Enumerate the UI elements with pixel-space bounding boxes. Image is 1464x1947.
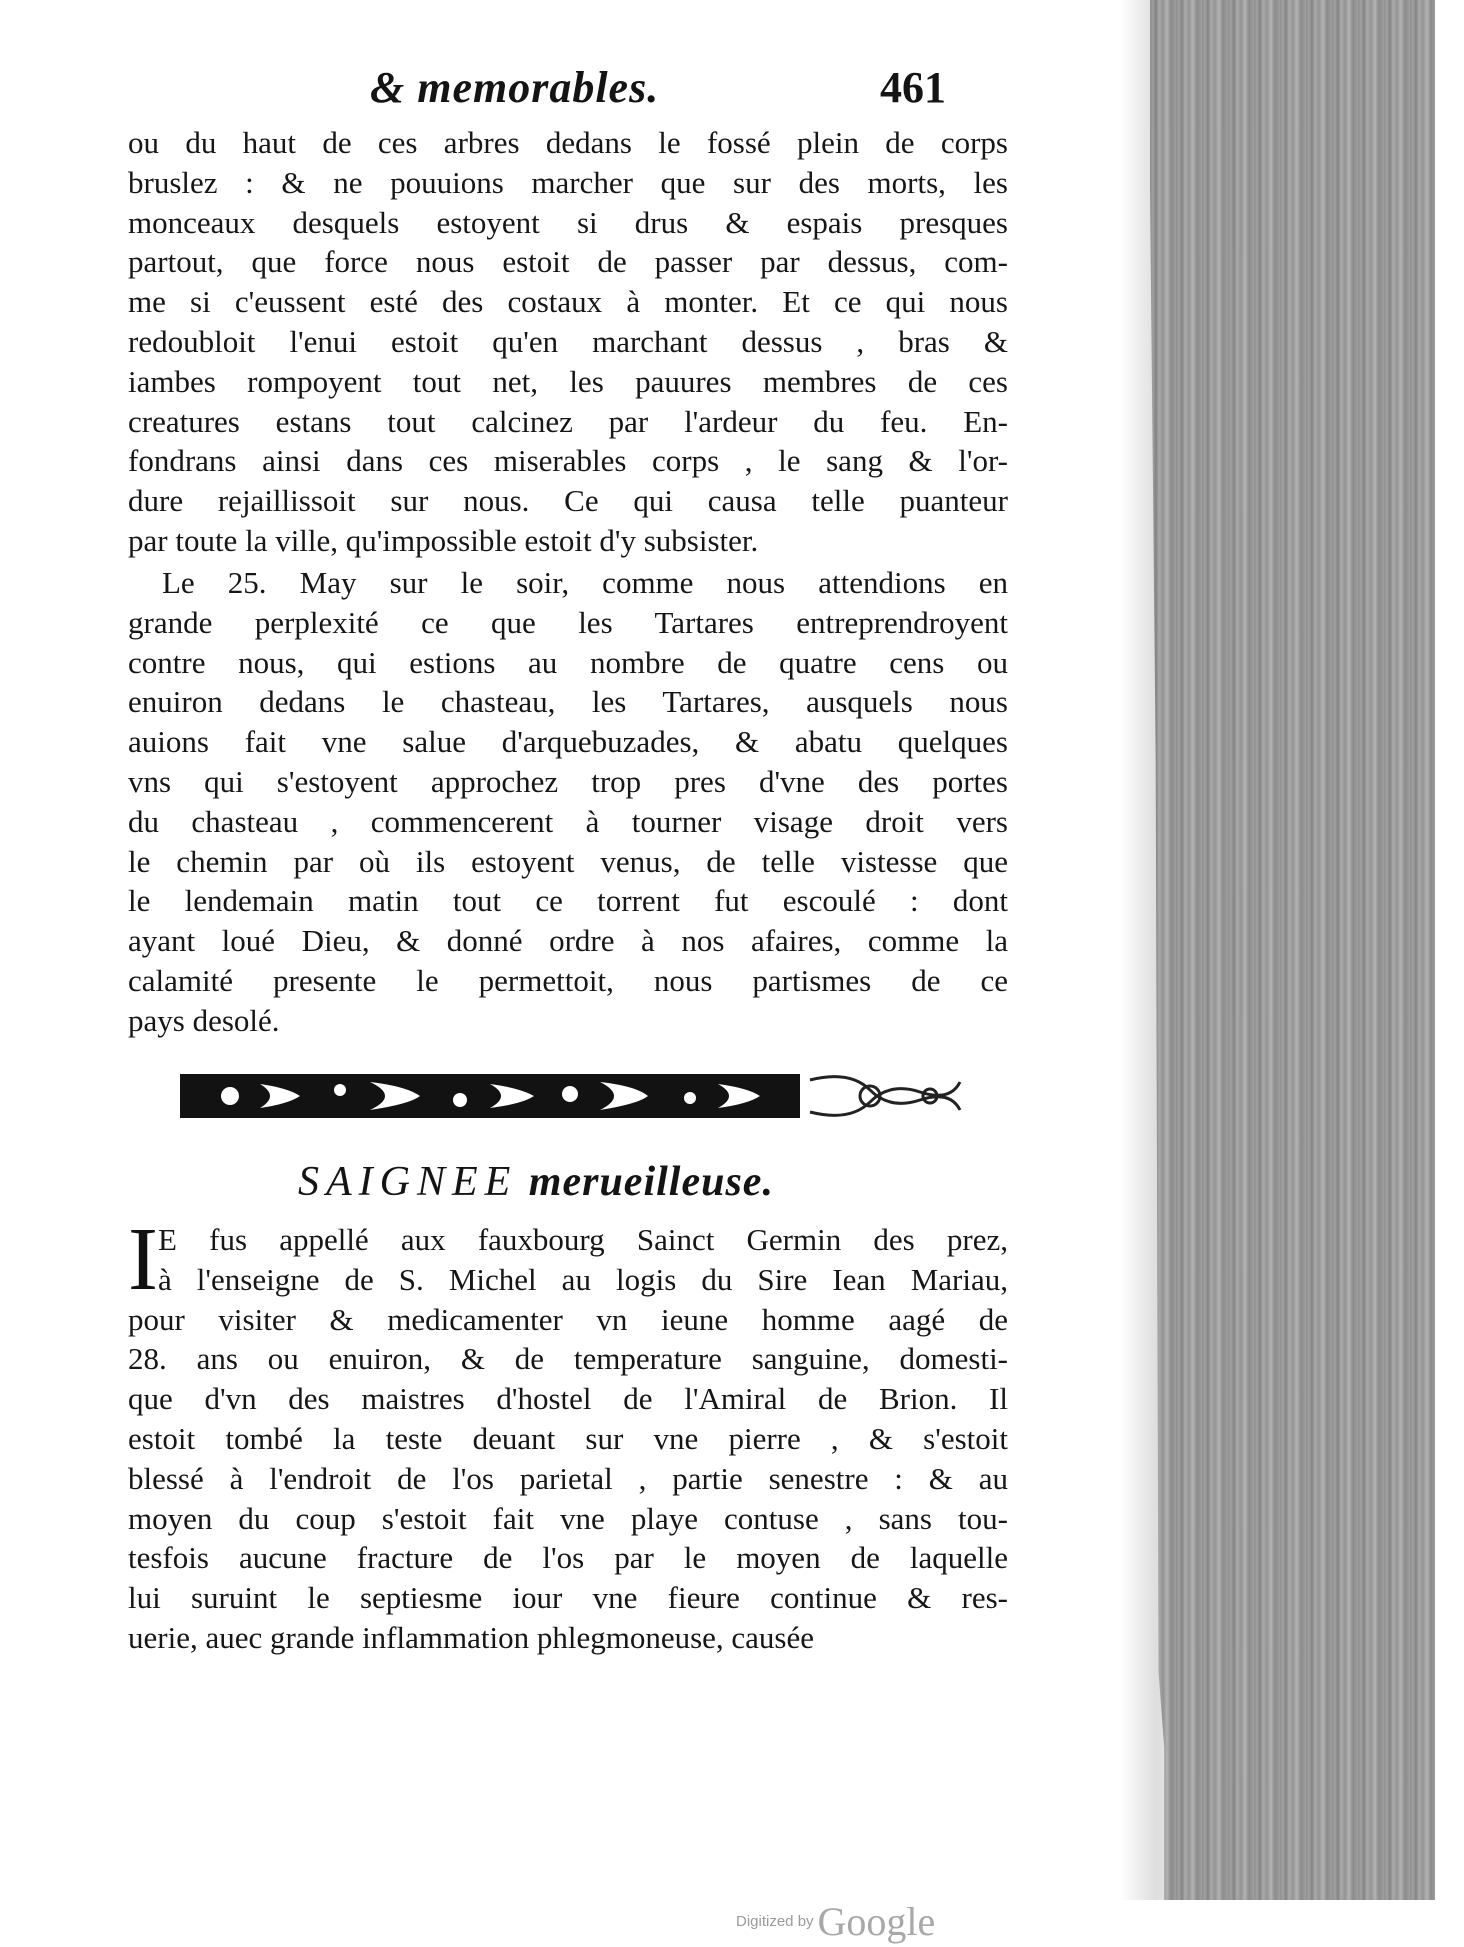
section-title-rest: merueilleuse. [528,1159,774,1205]
text-line: auions fait vne salue d'arquebuzades, & abatu quelques [128,724,1008,760]
text-line: calamité presente le permettoit, nous partismes de ce [128,962,1008,998]
text-line: redoubloit l'enui estoit qu'en marchant dessus , bras & [128,323,1008,359]
google-logo-text: Google [817,1899,936,1944]
text-line: le lendemain matin tout ce torrent fut escoulé : dont [128,883,1008,919]
paragraph-2 [128,563,1008,1041]
text-line: blessé à l'endroit de l'os parietal , partie senestre : & au [128,1460,1008,1496]
ornamental-headpiece [170,1060,975,1132]
text-line: estoit tombé la teste deuant sur vne pierre , & s'estoit [128,1420,1008,1456]
text-line: du chasteau , commencerent à tourner visage droit vers [128,803,1008,839]
text-line: enuiron dedans le chasteau, les Tartares, ausquels nous [128,684,1008,720]
text-line: E fus appellé aux fauxbourg Sainct Germin des prez, [158,1222,1008,1257]
text-line: le chemin par où ils estoyent venus, de telle vistesse que [128,843,1008,879]
section-title [298,1158,774,1206]
text-line: iambes rompoyent tout net, les pauures membres de ces [128,363,1008,399]
text-line: vns qui s'estoyent approchez trop pres d'vne des portes [128,763,1008,799]
book-fore-edge [1150,0,1435,1900]
text-line: ou du haut de ces arbres dedans le fossé plein de corps [128,125,1008,160]
paragraph-3 [128,1210,1008,1658]
text-line: 28. ans ou enuiron, & de temperature sanguine, domesti- [128,1341,1008,1377]
running-head: & memorables. [370,63,660,112]
text-line: lui suruint le septiesme iour vne fieure continue & res- [128,1580,1008,1616]
text-line: monceaux desquels estoyent si drus & espais presques [128,204,1008,240]
text-line: moyen du coup s'estoit fait vne playe contuse , sans tou- [128,1500,1008,1536]
text-line: ayant loué Dieu, & donné ordre à nos afaires, comme la [128,923,1008,959]
text-line: bruslez : & ne pouuions marcher que sur des morts, les [128,164,1008,200]
text-line: par toute la ville, qu'impossible estoit d'y subsister. [128,522,759,558]
text-line: contre nous, qui estions au nombre de quatre cens ou [128,644,1008,680]
text-line: tesfois aucune fracture de l'os par le moyen de laquelle [128,1540,1008,1576]
text-line: fondrans ainsi dans ces miserables corps , le sang & l'or- [128,443,1008,479]
section-title-caps: SAIGNEE [298,1159,518,1205]
digitized-by-label: Digitized by [736,1913,814,1930]
drop-cap: I [128,1210,158,1309]
text-line: Le 25. May sur le soir, comme nous attendions en [162,565,1008,600]
paragraph-1 [128,123,1008,561]
digitization-watermark [736,1898,935,1945]
text-line: creatures estans tout calcinez par l'ardeur du feu. En- [128,403,1008,439]
text-line: dure rejaillissoit sur nous. Ce qui causa telle puanteur [128,483,1008,519]
text-line: grande perplexité ce que les Tartares entreprendroyent [128,604,1008,640]
text-line: uerie, auec grande inflammation phlegmoneuse, causée [128,1619,815,1655]
text-line: pour visiter & medicamenter vn ieune homme aagé de [128,1301,1008,1337]
text-line: à l'enseigne de S. Michel au logis du Sire Iean Mariau, [158,1261,1008,1297]
text-line: que d'vn des maistres d'hostel de l'Amiral de Brion. Il [128,1381,1008,1417]
text-line: me si c'eussent esté des costaux à monter. Et ce qui nous [128,284,1008,320]
text-line: partout, que force nous estoit de passer par dessus, com- [128,244,1008,280]
page-number: 461 [880,63,946,112]
text-line: pays desolé. [128,1002,280,1038]
